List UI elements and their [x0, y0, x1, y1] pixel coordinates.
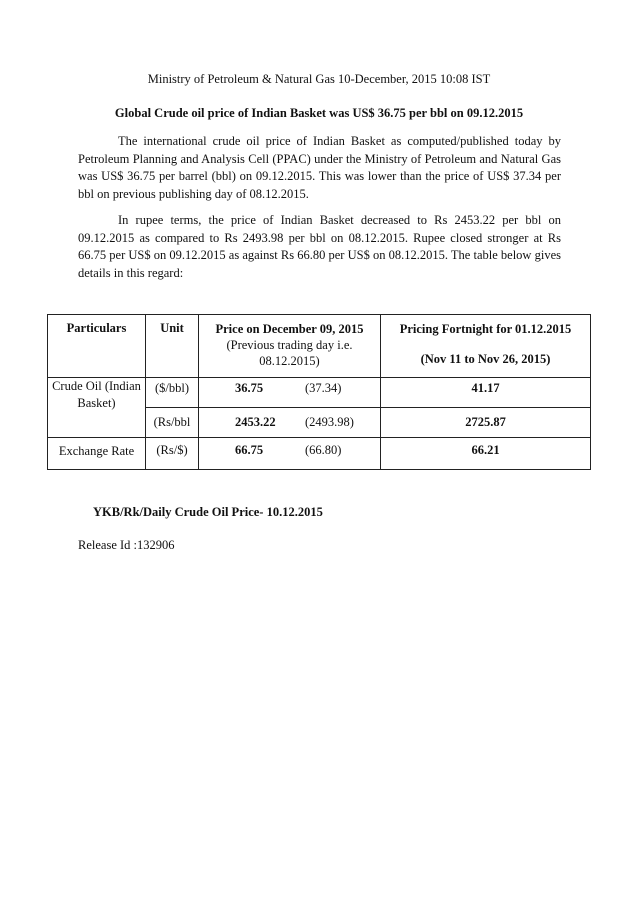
table-row	[48, 378, 591, 408]
header-fortnight-range: (Nov 11 to Nov 26, 2015)	[420, 352, 551, 366]
previous-price: (2493.98)	[305, 415, 354, 429]
previous-price: (37.34)	[305, 381, 342, 395]
cell-unit: (Rs/bbl	[146, 408, 199, 438]
cell-unit: (Rs/$)	[146, 438, 199, 470]
header-price	[199, 315, 381, 378]
paragraph-rupee-price: In rupee terms, the price of Indian Basket decreased to Rs 2453.22 per bbl on 09.12.2015 as compared to Rs 2493.98 per bbl on 08.12.2015. Rupee closed stronger at Rs 66.75 per US$ on 09.12.2015 as against Rs 66.80 per US$ on 08.12.2015. The table below gives details in this regard:	[78, 213, 561, 280]
crude-price-table	[47, 314, 591, 470]
previous-price: (66.80)	[305, 443, 342, 457]
ministry-dateline: Ministry of Petroleum & Natural Gas 10-December, 2015 10:08 IST	[147, 72, 491, 86]
header-price-title: Price on December 09, 2015	[215, 322, 364, 336]
cell-unit: ($/bbl)	[146, 378, 199, 408]
current-price: 36.75	[235, 381, 264, 395]
cell-price	[199, 438, 381, 470]
current-price: 66.75	[235, 443, 264, 457]
header-particulars: Particulars	[48, 315, 146, 378]
cell-fortnight: 41.17	[381, 378, 591, 408]
table-header-row	[48, 315, 591, 378]
current-price: 2453.22	[235, 415, 276, 429]
cell-particulars: Crude Oil (Indian Basket)	[48, 378, 146, 438]
cell-price	[199, 408, 381, 438]
header-fortnight	[381, 315, 591, 378]
release-id: Release Id :132906	[78, 538, 175, 552]
cell-particulars: Exchange Rate	[48, 438, 146, 470]
header-fortnight-title: Pricing Fortnight for 01.12.2015	[399, 322, 572, 336]
table-row	[48, 438, 591, 470]
paragraph-dollar-price: The international crude oil price of Indian Basket as computed/published today by Petroleum Planning and Analysis Cell (PPAC) under the Ministry of Petroleum and Natural Gas was US$ 36.75 per barrel (bbl) on 09.12.2015. This was lower than the price of US$ 37.34 per bbl on previous publishing day of 08.12.2015.	[78, 134, 561, 201]
header-unit: Unit	[146, 315, 199, 378]
reference-code: YKB/Rk/Daily Crude Oil Price- 10.12.2015	[93, 505, 323, 519]
cell-fortnight: 2725.87	[381, 408, 591, 438]
cell-fortnight: 66.21	[381, 438, 591, 470]
press-release-headline: Global Crude oil price of Indian Basket was US$ 36.75 per bbl on 09.12.2015	[114, 106, 524, 120]
cell-price	[199, 378, 381, 408]
header-price-subtitle: (Previous trading day i.e. 08.12.2015)	[226, 338, 353, 368]
